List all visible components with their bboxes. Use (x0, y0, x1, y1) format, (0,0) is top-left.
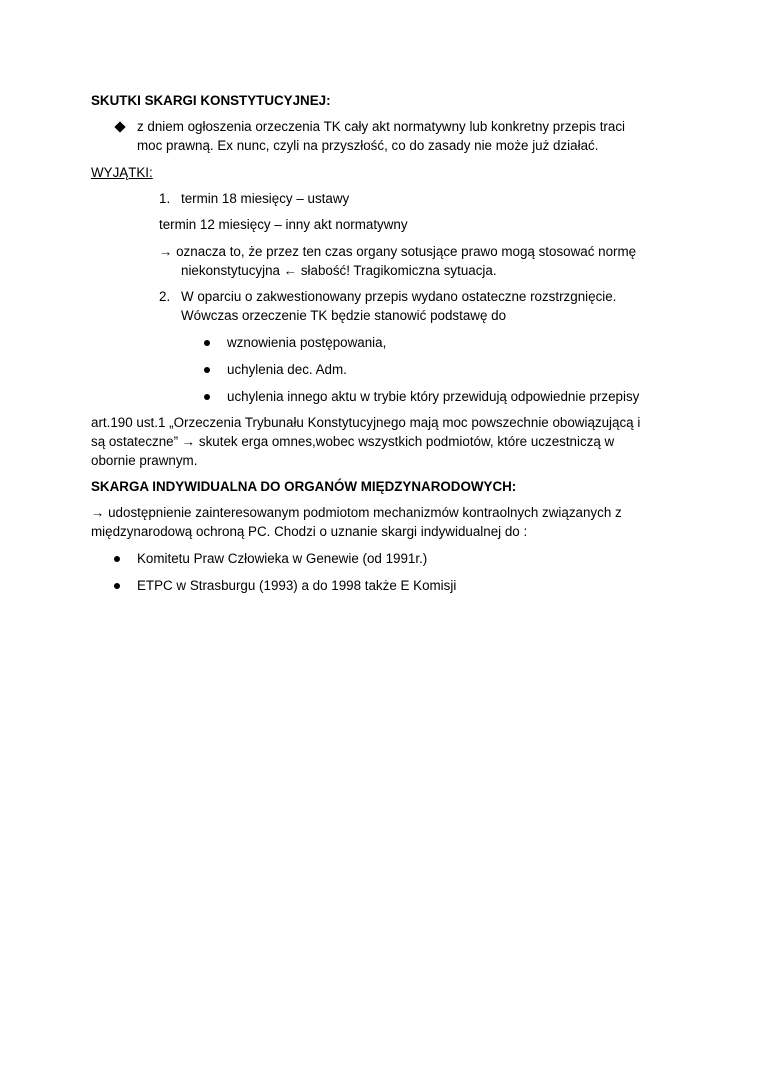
sub-bullet-text: wznowienia postępowania, (227, 335, 387, 350)
heading-skarga: SKARGA INDYWIDUALNA DO ORGANÓW MIĘDZYNARODOWYCH: (91, 479, 517, 494)
bullet-dot-icon (114, 556, 120, 562)
sub-bullet-text: uchylenia dec. Adm. (227, 362, 347, 377)
section2-line: międzynarodową ochroną PC. Chodzi o uznanie skargi indywidualnej do : (91, 524, 528, 539)
bullet-text: Komitetu Praw Człowieka w Genewie (od 1991r.) (137, 551, 428, 566)
list-item-text: W oparciu o zakwestionowany przepis wydano ostateczne rozstrzgnięcie. (181, 289, 617, 304)
heading-skutki: SKUTKI SKARGI KONSTYTUCYJNEJ: (91, 93, 331, 108)
sub-bullet-text: uchylenia innego aktu w trybie który przewidują odpowiednie przepisy (227, 389, 640, 404)
list-item-text: termin 18 miesięcy – ustawy (181, 191, 350, 206)
exceptions-label: WYJĄTKI: (91, 165, 153, 180)
bullet-line: z dniem ogłoszenia orzeczenia TK cały akt normatywny lub konkretny przepis traci (137, 119, 625, 134)
article-line: obornie prawnym. (91, 453, 198, 468)
bullet-dot-icon (204, 367, 210, 373)
bullet-dot-icon (204, 394, 210, 400)
bullet-dot-icon (114, 583, 120, 589)
list-item-text: Wówczas orzeczenie TK będzie stanowić podstawę do (181, 308, 507, 323)
diamond-bullet-icon (114, 121, 125, 132)
bullet-dot-icon (204, 340, 210, 346)
article-line: art.190 ust.1 „Orzeczenia Trybunału Konstytucyjnego mają moc powszechnie obowiązującą i (91, 415, 641, 430)
bullet-text: ETPC w Strasburgu (1993) a do 1998 także E Komisji (137, 578, 457, 593)
bullet-line: moc prawną. Ex nunc, czyli na przyszłość, co do zasady nie może już działać. (137, 138, 599, 153)
section2-line: → udostępnienie zainteresowanym podmiotom mechanizmów kontraolnych związanych z (91, 505, 622, 520)
list-item-text: termin 12 miesięcy – inny akt normatywny (159, 217, 408, 232)
arrow-line: niekonstytucyjna ← słabość! Tragikomiczna sytuacja. (181, 263, 497, 278)
article-line: są ostateczne” → skutek erga omnes,wobec wszystkich podmiotów, które uczestniczą w (91, 434, 615, 449)
list-number: 1. (159, 191, 171, 206)
list-number: 2. (159, 289, 171, 304)
arrow-line: → oznacza to, że przez ten czas organy sotusjące prawo mogą stosować normę (159, 244, 637, 259)
